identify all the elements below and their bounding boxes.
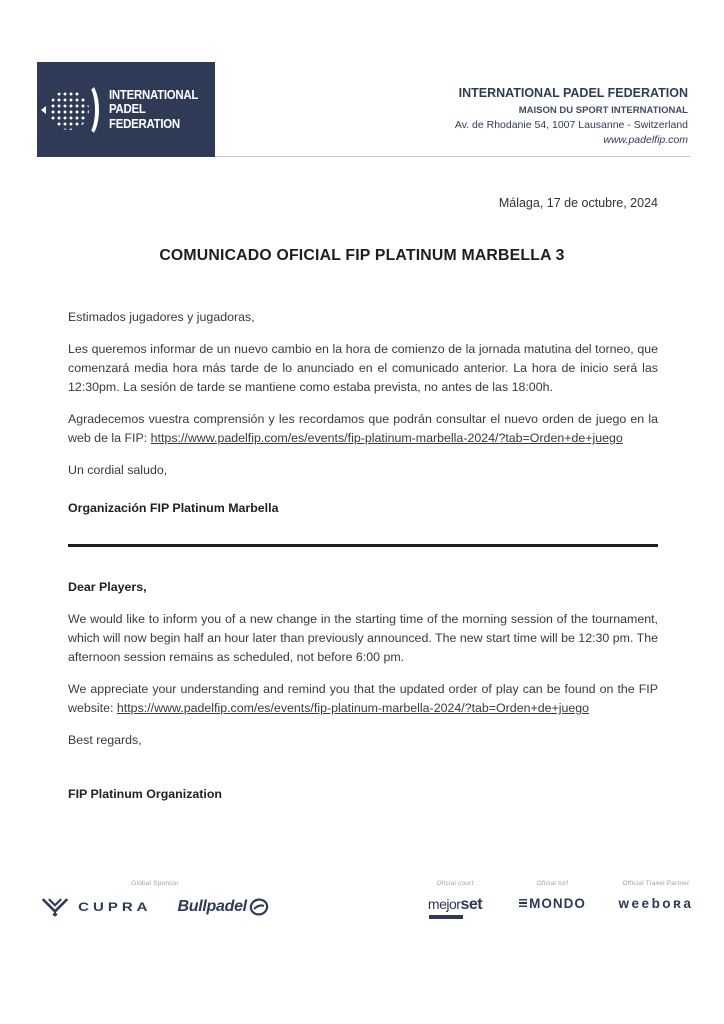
weebora-logo: weeboʀa	[618, 896, 694, 911]
official-court-label: Oficial court	[436, 880, 474, 887]
fip-logo	[37, 62, 215, 157]
date-line: Málaga, 17 de octubre, 2024	[498, 196, 658, 210]
cupra-logo	[41, 896, 151, 918]
global-sponsor-label: Global Sponsor	[131, 880, 179, 887]
spanish-paragraph-2-text: Agradecemos vuestra comprensión y les recordamos que podrán consultar el nuevo orden de juego en la web de la FIP:	[68, 412, 658, 445]
english-signature: FIP Platinum Organization	[68, 787, 222, 801]
address-line-2: Av. de Rhodanie 54, 1007 Lausanne - Switzerland	[454, 119, 688, 131]
order-of-play-link-en[interactable]: https://www.padelfip.com/es/events/fip-platinum-marbella-2024/?tab=Orden+de+juego	[116, 701, 590, 715]
english-paragraph-2	[68, 680, 658, 718]
bullpadel-logo	[178, 897, 269, 917]
global-sponsor-group	[30, 880, 280, 918]
mejorset-word-2: set	[460, 896, 483, 913]
official-turf-label: Oficial turf	[536, 880, 569, 887]
cupra-wordmark: CUPRA	[78, 900, 152, 914]
bullpadel-wordmark: Bullpadel	[177, 898, 247, 915]
mondo-logo	[505, 896, 600, 911]
org-name: INTERNATIONAL PADEL FEDERATION	[458, 86, 688, 100]
spanish-paragraph-1: Les queremos informar de un nuevo cambio en la hora de comienzo de la jornada matutina del torneo, que comenzará media hora más tarde de lo anunciado en el comunicado anterior. La hora de inicio será las 12:30pm. La sesión de tarde se mantiene como estaba prevista, no antes de las 18:00h.	[68, 342, 658, 394]
bullpadel-emblem-icon	[249, 897, 269, 917]
spanish-signature: Organización FIP Platinum Marbella	[68, 501, 279, 515]
letterhead-address-block	[455, 86, 688, 146]
fip-logo-wordmark: INTERNATIONAL PADEL FEDERATION	[109, 87, 199, 131]
document-title: COMUNICADO OFICIAL FIP PLATINUM MARBELLA 3	[159, 247, 565, 264]
spanish-closing: Un cordial saludo,	[68, 463, 168, 477]
fip-ball-paddle-icon	[41, 81, 101, 139]
english-closing: Best regards,	[68, 733, 142, 747]
cupra-emblem-icon	[41, 896, 69, 918]
spanish-greeting: Estimados jugadores y jugadoras,	[68, 310, 255, 324]
mejorset-underline-bar	[429, 915, 463, 919]
section-divider	[68, 544, 658, 547]
official-court-group	[403, 880, 507, 919]
spanish-paragraph-2	[68, 410, 658, 448]
travel-partner-label: Official Travel Partner	[622, 880, 690, 887]
mejorset-logo	[403, 896, 507, 919]
mondo-emblem-icon	[519, 899, 527, 908]
english-section	[68, 578, 658, 817]
website-url: www.padelfip.com	[603, 134, 688, 146]
english-paragraph-2-text: We appreciate your understanding and remind you that the updated order of play can be found on the FIP website:	[68, 682, 658, 715]
mejorset-word-1: mejor	[427, 896, 461, 912]
spanish-section	[68, 308, 658, 531]
mondo-wordmark: MONDO	[529, 896, 586, 911]
order-of-play-link-es[interactable]: https://www.padelfip.com/es/events/fip-platinum-marbella-2024/?tab=Orden+de+juego	[150, 431, 623, 445]
travel-partner-group	[600, 880, 712, 911]
official-turf-group	[505, 880, 600, 911]
english-greeting: Dear Players,	[68, 580, 147, 594]
address-line-1: MAISON DU SPORT INTERNATIONAL	[518, 105, 688, 116]
english-paragraph-1: We would like to inform you of a new change in the starting time of the morning session of the tournament, which will now begin half an hour later than previously announced. The new start time will be 12:30 pm. The afternoon session remains as scheduled, not before 6:00 pm.	[68, 612, 658, 664]
